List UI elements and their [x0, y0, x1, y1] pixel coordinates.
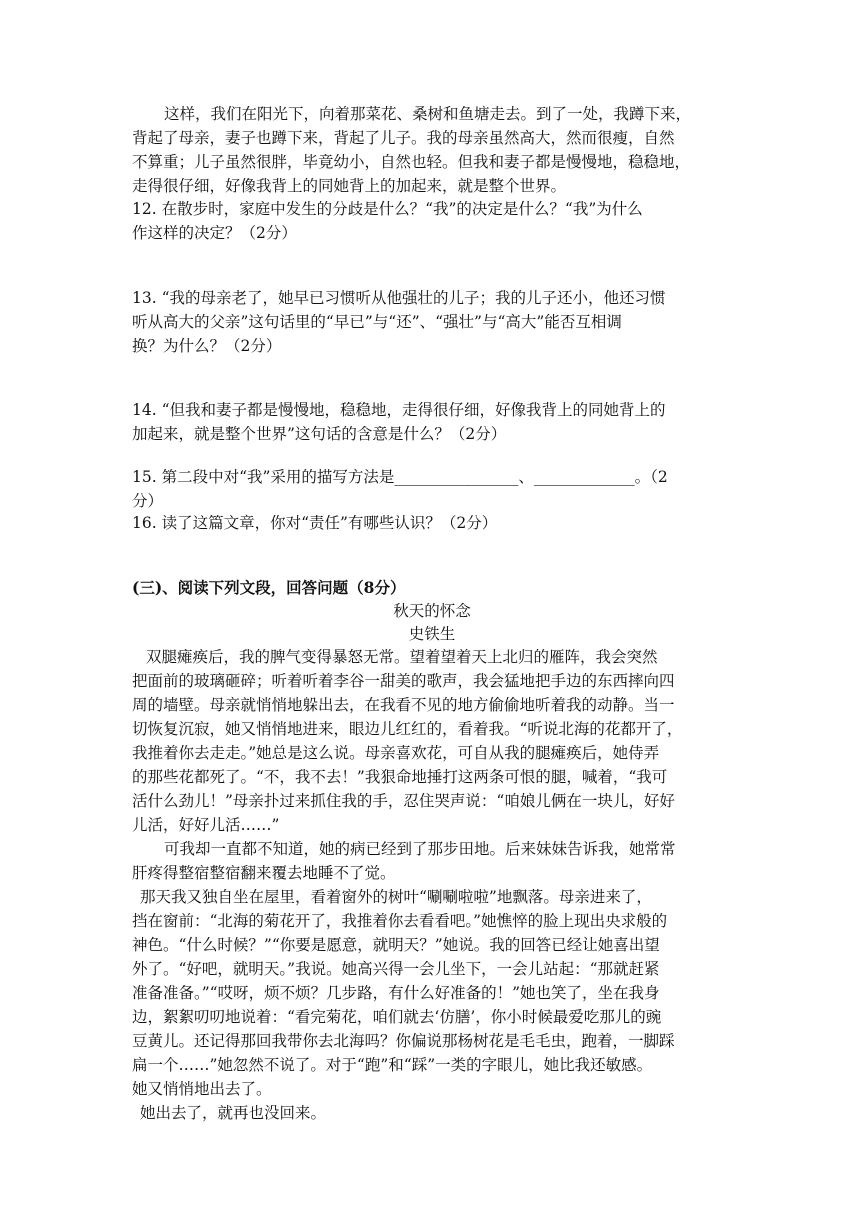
question-16-line: 16. 读了这篇文章，你对“责任”有哪些认识？（2分）	[132, 514, 498, 532]
question-13-line: 听从高大的父亲”这句话里的“早已”与“还”、“强壮”与“高大”能否互相调	[132, 313, 622, 331]
passage-2-line: 可我却一直都不知道，她的病已经到了那步田地。后来妹妹告诉我，她常常	[164, 840, 676, 858]
passage-2-line: 儿活，好好儿活……”	[132, 816, 280, 834]
question-12-line: 12. 在散步时，家庭中发生的分歧是什么？“我”的决定是什么？“我”为什么	[132, 200, 643, 218]
article-title: 秋天的怀念	[393, 602, 471, 620]
section-3-heading: (三)、阅读下列文段，回答问题（8分）	[132, 578, 406, 597]
question-13-line: 换？为什么？（2分）	[132, 337, 282, 355]
passage-2-line: 神色。“什么时候？”“你要是愿意，就明天？”她说。我的回答已经让她喜出望	[132, 936, 660, 954]
passage-2-line: 肝疼得整宿整宿翻来覆去地睡不了觉。	[132, 864, 396, 882]
passage-2-line: 切恢复沉寂，她又悄悄地进来，眼边儿红红的，看着我。“听说北海的花都开了，	[132, 720, 683, 738]
passage-2-line: 她出去了，就再也没回来。	[140, 1104, 327, 1122]
question-15-line: 分）	[132, 492, 164, 510]
passage-2-line: 周的墙壁。母亲就悄悄地躲出去，在我看不见的地方偷偷地听着我的动静。当一	[132, 696, 675, 714]
passage-2-line: 那天我又独自坐在屋里，看着窗外的树叶“唰唰啦啦”地飘落。母亲进来了，	[140, 888, 652, 906]
question-15-line: 15. 第二段中对“我”采用的描写方法是________________、_____________。（2	[132, 468, 668, 486]
question-14-line: 加起来，就是整个世界”这句话的含意是什么？（2分）	[132, 425, 507, 443]
passage-2-line: 双腿瘫痪后，我的脾气变得暴怒无常。望着望着天上北归的雁阵，我会突然	[146, 648, 658, 666]
passage-2-line: 挡在窗前：“北海的菊花开了，我推着你去看看吧。”她憔悴的脸上现出央求般的	[132, 912, 668, 930]
passage-2-line: 边，絮絮叨叨地说着：“看完菊花，咱们就去‘仿膳’，你小时候最爱吃那儿的豌	[132, 1008, 662, 1026]
article-author: 史铁生	[408, 625, 456, 643]
passage-2-line: 把面前的玻璃砸碎；听着听着李谷一甜美的歌声，我会猛地把手边的东西摔向四	[132, 672, 675, 690]
question-13-line: 13. “我的母亲老了，她早已习惯听从他强壮的儿子；我的儿子还小，他还习惯	[132, 289, 666, 307]
passage-2-line: 扁一个……”她忽然不说了。对于“跑”和“踩”一类的字眼儿，她比我还敏感。	[132, 1056, 653, 1074]
passage-1-line: 这样，我们在阳光下，向着那菜花、桑树和鱼塘走去。到了一处，我蹲下来，	[164, 105, 692, 123]
passage-1-line: 不算重；儿子虽然很胖，毕竟幼小，自然也轻。但我和妻子都是慢慢地，稳稳地，	[132, 153, 691, 171]
question-14-line: 14. “但我和妻子都是慢慢地，稳稳地，走得很仔细，好像我背上的同她背上的	[132, 401, 666, 419]
passage-1-line: 背起了母亲，妻子也蹲下来，背起了儿子。我的母亲虽然高大，然而很瘦，自然	[132, 129, 675, 147]
passage-2-line: 她又悄悄地出去了。	[132, 1080, 272, 1098]
passage-2-line: 豆黄儿。还记得那回我带你去北海吗？你偏说那杨树花是毛毛虫，跑着，一脚踩	[132, 1032, 675, 1050]
passage-2-line: 活什么劲儿！”母亲扑过来抓住我的手，忍住哭声说：“咱娘儿俩在一块儿，好好	[132, 792, 675, 810]
passage-2-line: 我推着你去走走。”她总是这么说。母亲喜欢花，可自从我的腿瘫痪后，她侍弄	[132, 744, 660, 762]
passage-2-line: 的那些花都死了。“不，我不去！”我狠命地捶打这两条可恨的腿，喊着，“我可	[132, 768, 668, 786]
question-12-line: 作这样的决定？（2分）	[132, 224, 297, 242]
passage-1-line: 走得很仔细，好像我背上的同她背上的加起来，就是整个世界。	[132, 177, 567, 195]
passage-2-line: 外了。“好吧，就明天。”我说。她高兴得一会儿坐下，一会儿站起：“那就赶紧	[132, 960, 660, 978]
passage-2-line: 准备准备。”“哎呀，烦不烦？几步路，有什么好准备的！”她也笑了，坐在我身	[132, 984, 660, 1002]
